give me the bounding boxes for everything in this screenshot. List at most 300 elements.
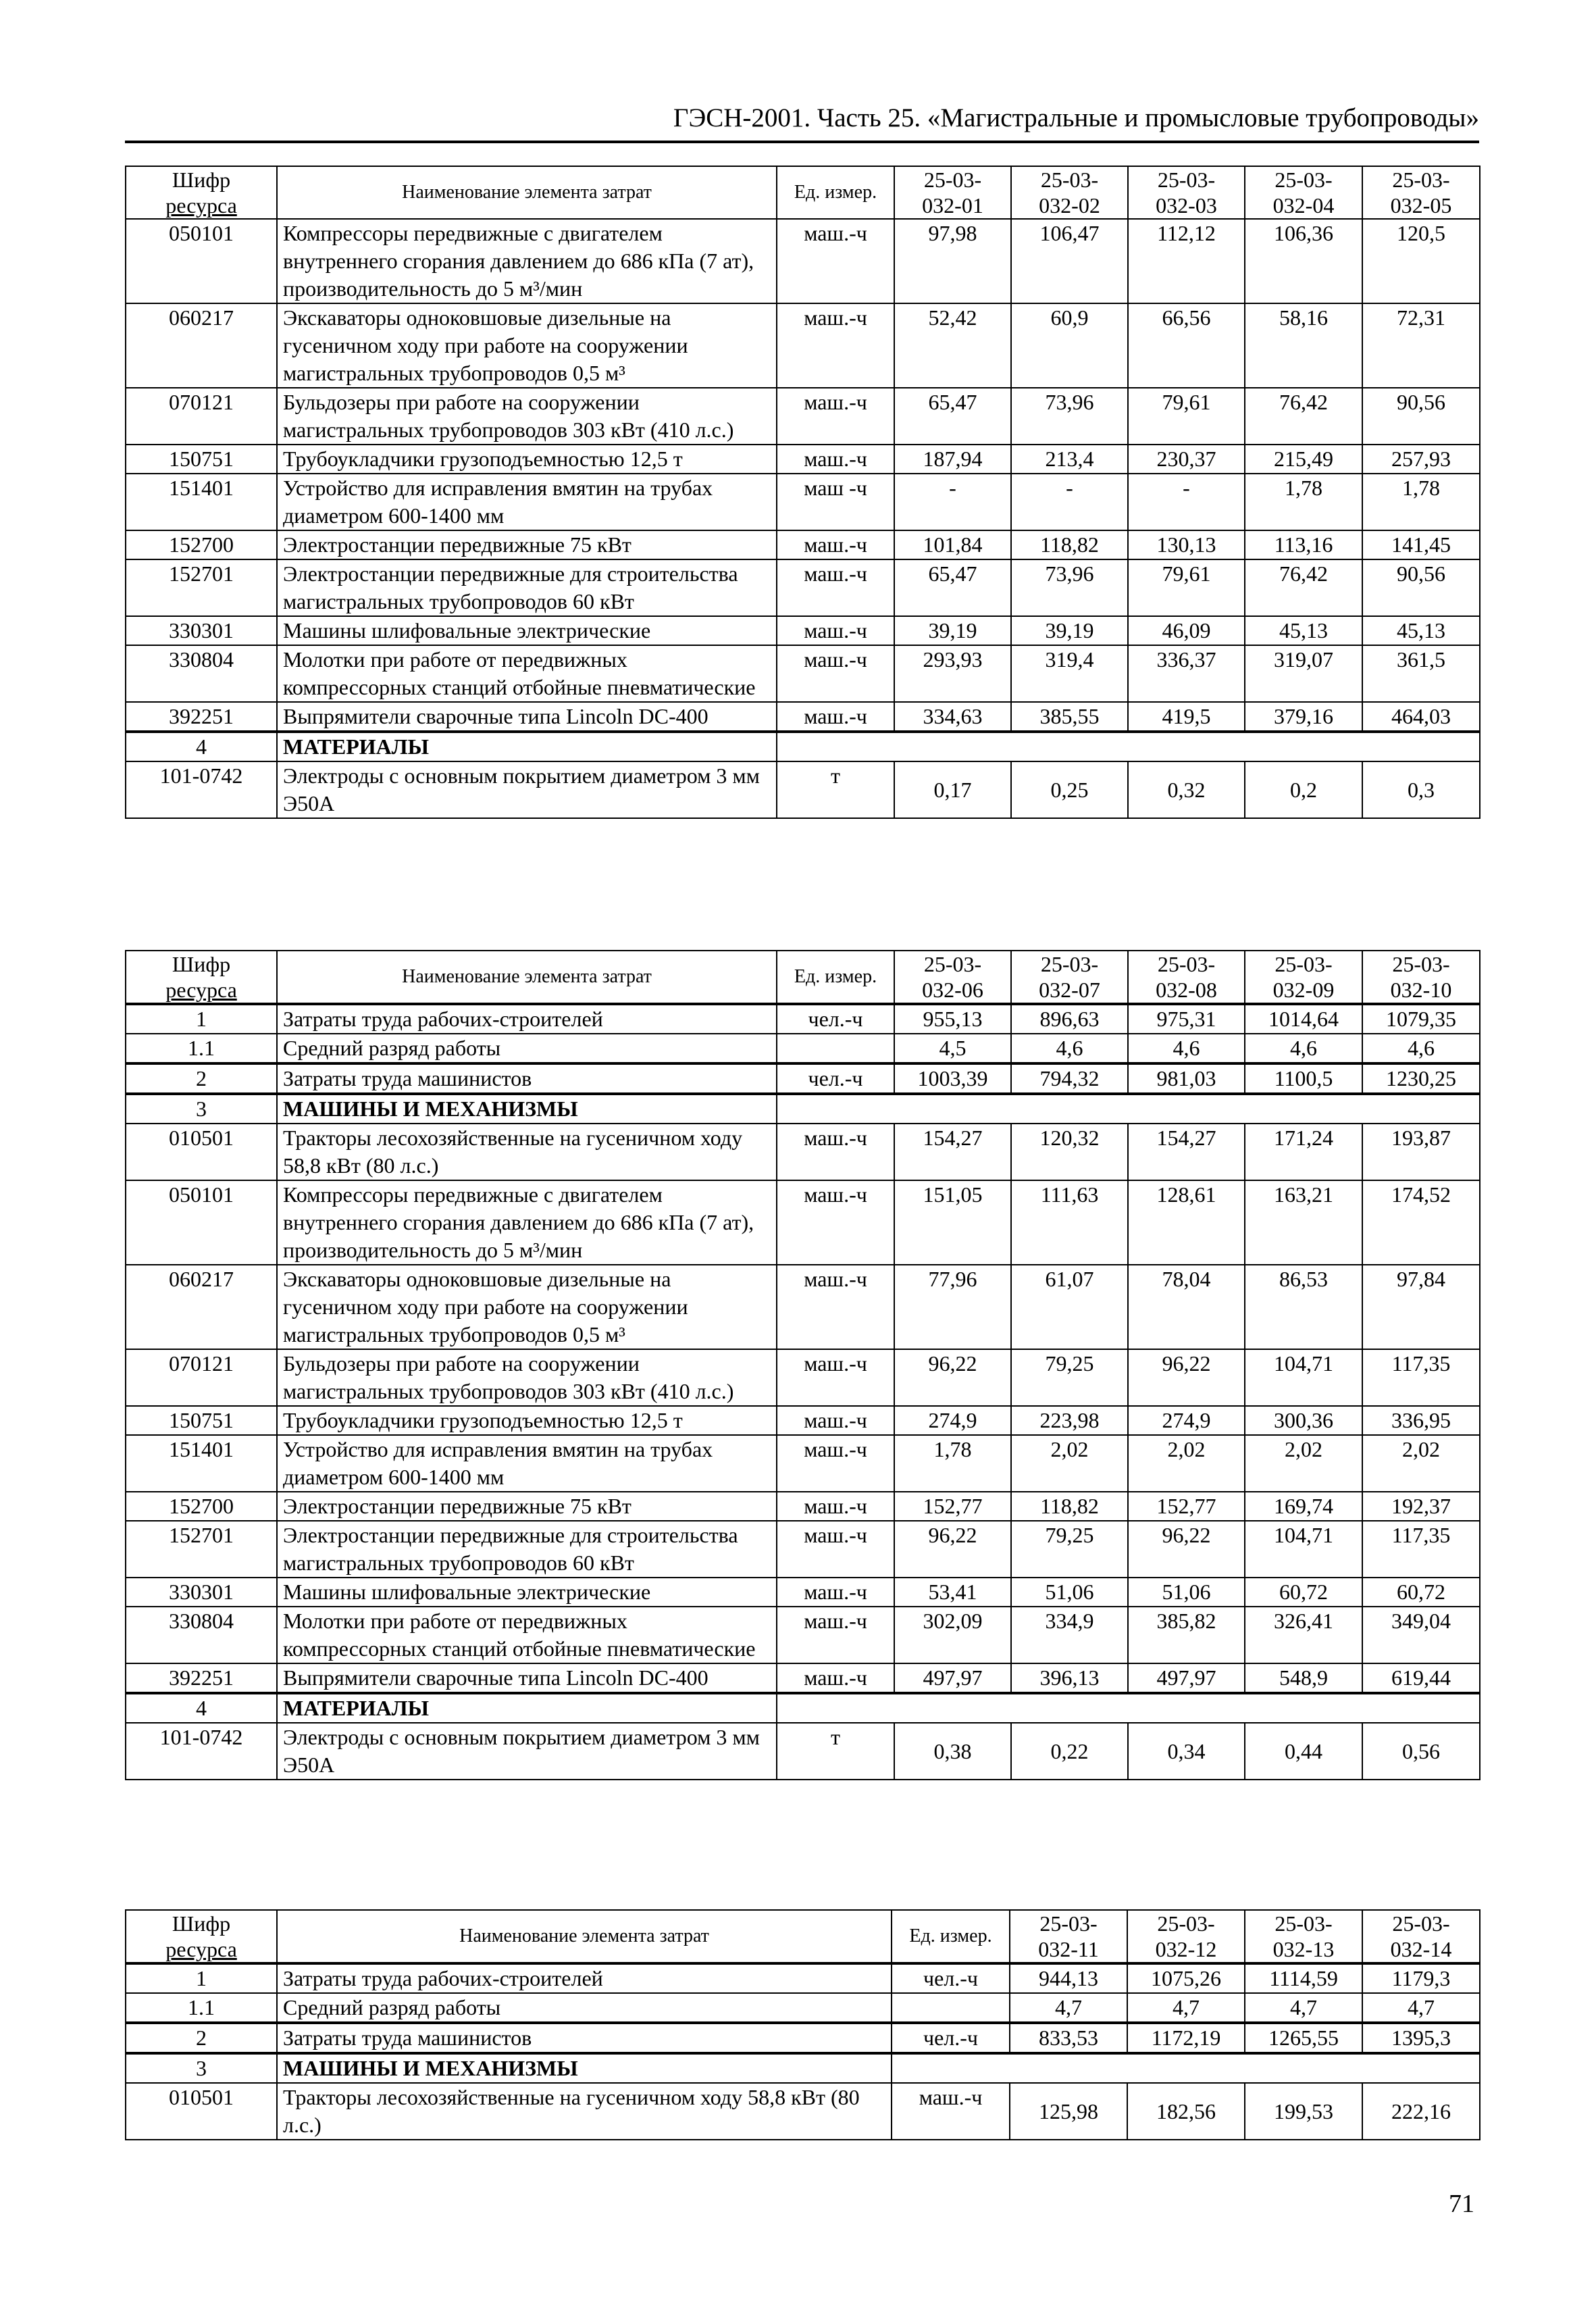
value-cell: 79,61	[1128, 388, 1245, 445]
value-cell: 833,53	[1010, 2023, 1127, 2053]
value-cell: 1,78	[894, 1435, 1011, 1492]
value-cell: 4,6	[1128, 1034, 1245, 1063]
resource-name: Машины шлифовальные электрические	[277, 616, 777, 645]
table-row	[126, 1723, 1480, 1780]
empty-cell	[777, 1094, 1480, 1124]
header-norm-line1: 25-03-	[1275, 952, 1333, 976]
unit-cell: маш.-ч	[777, 1124, 894, 1180]
value-cell: 187,94	[894, 445, 1011, 474]
resource-name: Трубоукладчики грузоподъемностью 12,5 т	[277, 1406, 777, 1435]
table-row	[126, 2023, 1480, 2053]
value-cell: 896,63	[1011, 1004, 1128, 1034]
resource-code: 4	[126, 1693, 277, 1723]
value-cell: 1079,35	[1362, 1004, 1480, 1034]
header-unit: Ед. измер.	[777, 166, 894, 219]
resource-code: 330804	[126, 1607, 277, 1663]
unit-cell: маш.-ч	[777, 1607, 894, 1663]
value-cell: 77,96	[894, 1265, 1011, 1349]
header-unit: Ед. измер.	[892, 1910, 1010, 1963]
header-name: Наименование элемента затрат	[277, 166, 777, 219]
value-cell: 419,5	[1128, 702, 1245, 732]
header-norm-line1: 25-03-	[1040, 168, 1099, 192]
resource-code: 330804	[126, 645, 277, 702]
value-cell: 2,02	[1011, 1435, 1128, 1492]
table-row	[126, 303, 1480, 388]
resource-name: Электростанции передвижные для строительства магистральных трубопроводов 60 кВт	[277, 1521, 777, 1578]
resource-name: Средний разряд работы	[277, 1993, 892, 2023]
value-cell: 385,82	[1128, 1607, 1245, 1663]
value-cell: 51,06	[1011, 1578, 1128, 1607]
value-cell: 60,72	[1362, 1578, 1480, 1607]
value-cell: 213,4	[1011, 445, 1128, 474]
value-cell: 101,84	[894, 530, 1011, 559]
value-cell: 230,37	[1128, 445, 1245, 474]
resource-name: Молотки при работе от передвижных компрессорных станций отбойные пневматические	[277, 1607, 777, 1663]
value-cell: 1100,5	[1245, 1063, 1362, 1094]
header-norm-code	[1011, 951, 1128, 1004]
resource-code: 150751	[126, 1406, 277, 1435]
header-norm-line1: 25-03-	[1040, 952, 1099, 976]
value-cell: 0,34	[1128, 1723, 1245, 1780]
value-cell: 151,05	[894, 1180, 1011, 1265]
value-cell: 112,12	[1128, 219, 1245, 303]
resource-name: Электростанции передвижные для строительства магистральных трубопроводов 60 кВт	[277, 559, 777, 616]
unit-cell: чел.-ч	[777, 1063, 894, 1094]
resource-code: 151401	[126, 1435, 277, 1492]
header-norm-code	[1011, 166, 1128, 219]
unit-cell: чел.-ч	[777, 1004, 894, 1034]
table-row	[126, 445, 1480, 474]
header-code-line2: ресурса	[165, 1937, 237, 1961]
resource-name: Компрессоры передвижные с двигателем внутреннего сгорания давлением до 686 кПа (7 ат), производительность до 5 м³/мин	[277, 219, 777, 303]
value-cell: 96,22	[894, 1521, 1011, 1578]
table-row	[126, 1406, 1480, 1435]
value-cell: -	[1128, 474, 1245, 530]
value-cell: 2,02	[1128, 1435, 1245, 1492]
table-row	[126, 474, 1480, 530]
resource-code: 152700	[126, 1492, 277, 1521]
value-cell: 39,19	[1011, 616, 1128, 645]
header-code-cell	[126, 951, 277, 1004]
value-cell: 0,25	[1011, 761, 1128, 818]
resource-code: 1.1	[126, 1993, 277, 2023]
resource-name: Устройство для исправления вмятин на трубах диаметром 600-1400 мм	[277, 1435, 777, 1492]
header-norm-line1: 25-03-	[1392, 1911, 1450, 1936]
value-cell: -	[894, 474, 1011, 530]
unit-cell: маш.-ч	[777, 1406, 894, 1435]
header-code-line1: Шифр	[172, 952, 231, 976]
value-cell: 4,7	[1362, 1993, 1480, 2023]
resource-code: 330301	[126, 616, 277, 645]
unit-cell: чел.-ч	[892, 1963, 1010, 1993]
value-cell: 65,47	[894, 559, 1011, 616]
resource-code: 330301	[126, 1578, 277, 1607]
value-cell: 169,74	[1245, 1492, 1362, 1521]
header-norm-line2: 032-02	[1039, 193, 1100, 218]
unit-cell: маш.-ч	[777, 1349, 894, 1406]
value-cell: 548,9	[1245, 1663, 1362, 1693]
value-cell: 90,56	[1362, 388, 1480, 445]
value-cell: 96,22	[894, 1349, 1011, 1406]
unit-cell: маш.-ч	[777, 530, 894, 559]
value-cell: 274,9	[894, 1406, 1011, 1435]
value-cell: 125,98	[1010, 2083, 1127, 2140]
value-cell: 302,09	[894, 1607, 1011, 1663]
value-cell: 1265,55	[1245, 2023, 1362, 2053]
resource-name: Затраты труда машинистов	[277, 1063, 777, 1094]
value-cell: 1395,3	[1362, 2023, 1480, 2053]
table-row	[126, 1265, 1480, 1349]
resource-code: 1	[126, 1963, 277, 1993]
header-norm-code	[1245, 1910, 1362, 1963]
unit-cell: маш.-ч	[777, 219, 894, 303]
header-norm-line1: 25-03-	[1392, 952, 1450, 976]
value-cell: 79,25	[1011, 1521, 1128, 1578]
value-cell: 163,21	[1245, 1180, 1362, 1265]
table-row	[126, 559, 1480, 616]
resource-code: 070121	[126, 388, 277, 445]
value-cell: 120,32	[1011, 1124, 1128, 1180]
value-cell: -	[1011, 474, 1128, 530]
table-row	[126, 1004, 1480, 1034]
unit-cell: маш.-ч	[777, 1265, 894, 1349]
table-row	[126, 761, 1480, 818]
value-cell: 72,31	[1362, 303, 1480, 388]
unit-cell: маш -ч	[777, 474, 894, 530]
value-cell: 2,02	[1245, 1435, 1362, 1492]
resource-name: Машины шлифовальные электрические	[277, 1578, 777, 1607]
resource-code: 152701	[126, 559, 277, 616]
value-cell: 1114,59	[1245, 1963, 1362, 1993]
header-norm-line2: 032-13	[1272, 1937, 1335, 1961]
value-cell: 73,96	[1011, 559, 1128, 616]
empty-cell	[777, 732, 1480, 761]
value-cell: 794,32	[1011, 1063, 1128, 1094]
table-row	[126, 1521, 1480, 1578]
header-norm-code	[1362, 951, 1480, 1004]
value-cell: 96,22	[1128, 1521, 1245, 1578]
table-row	[126, 1124, 1480, 1180]
unit-cell: маш.-ч	[777, 1578, 894, 1607]
resource-name: Затраты труда машинистов	[277, 2023, 892, 2053]
value-cell: 152,77	[894, 1492, 1011, 1521]
value-cell: 65,47	[894, 388, 1011, 445]
section-title: МАШИНЫ И МЕХАНИЗМЫ	[277, 1094, 777, 1124]
header-code-line1: Шифр	[172, 1911, 231, 1936]
resource-name: Устройство для исправления вмятин на трубах диаметром 600-1400 мм	[277, 474, 777, 530]
table-row	[126, 1993, 1480, 2023]
header-norm-line2: 032-12	[1155, 1937, 1217, 1961]
value-cell: 4,6	[1245, 1034, 1362, 1063]
resource-table-1	[125, 166, 1481, 819]
header-norm-line2: 032-04	[1272, 193, 1335, 218]
resource-name: Средний разряд работы	[277, 1034, 777, 1063]
table-row	[126, 388, 1480, 445]
header-norm-code	[894, 951, 1011, 1004]
value-cell: 379,16	[1245, 702, 1362, 732]
resource-name: Компрессоры передвижные с двигателем внутреннего сгорания давлением до 686 кПа (7 ат), производительность до 5 м³/мин	[277, 1180, 777, 1265]
resource-code: 101-0742	[126, 761, 277, 818]
value-cell: 1230,25	[1362, 1063, 1480, 1094]
resource-name: Экскаваторы одноковшовые дизельные на гусеничном ходу при работе на сооружении магистральных трубопроводов 0,5 м³	[277, 1265, 777, 1349]
value-cell: 1172,19	[1127, 2023, 1245, 2053]
header-code-line2: ресурса	[165, 193, 237, 218]
value-cell: 293,93	[894, 645, 1011, 702]
resource-code: 010501	[126, 2083, 277, 2140]
resource-name: Тракторы лесохозяйственные на гусеничном ходу 58,8 кВт (80 л.с.)	[277, 2083, 892, 2140]
value-cell: 60,72	[1245, 1578, 1362, 1607]
header-norm-code	[1245, 951, 1362, 1004]
resource-code: 101-0742	[126, 1723, 277, 1780]
header-norm-line2: 032-06	[922, 978, 983, 1002]
value-cell: 73,96	[1011, 388, 1128, 445]
value-cell: 4,5	[894, 1034, 1011, 1063]
resource-code: 010501	[126, 1124, 277, 1180]
table-row	[126, 1578, 1480, 1607]
unit-cell: маш.-ч	[777, 445, 894, 474]
header-norm-line1: 25-03-	[923, 952, 982, 976]
section-title: МАТЕРИАЛЫ	[277, 1693, 777, 1723]
value-cell: 104,71	[1245, 1521, 1362, 1578]
header-norm-line2: 032-11	[1038, 1937, 1099, 1961]
value-cell: 58,16	[1245, 303, 1362, 388]
value-cell: 215,49	[1245, 445, 1362, 474]
resource-name: Экскаваторы одноковшовые дизельные на гусеничном ходу при работе на сооружении магистральных трубопроводов 0,5 м³	[277, 303, 777, 388]
unit-cell: чел.-ч	[892, 2023, 1010, 2053]
resource-code: 150751	[126, 445, 277, 474]
section-row	[126, 1094, 1480, 1124]
section-row	[126, 732, 1480, 761]
value-cell: 0,56	[1362, 1723, 1480, 1780]
value-cell: 361,5	[1362, 645, 1480, 702]
value-cell: 464,03	[1362, 702, 1480, 732]
table-row	[126, 1963, 1480, 1993]
resource-name: Затраты труда рабочих-строителей	[277, 1004, 777, 1034]
header-norm-code	[1128, 951, 1245, 1004]
header-norm-line2: 032-03	[1156, 193, 1217, 218]
unit-cell: маш.-ч	[777, 1663, 894, 1693]
resource-code: 1.1	[126, 1034, 277, 1063]
resource-code: 151401	[126, 474, 277, 530]
header-norm-line1: 25-03-	[1157, 1911, 1215, 1936]
value-cell: 497,97	[1128, 1663, 1245, 1693]
value-cell: 336,37	[1128, 645, 1245, 702]
resource-code: 3	[126, 1094, 277, 1124]
header-code-line1: Шифр	[172, 168, 231, 192]
resource-table-3	[125, 1909, 1481, 2140]
section-title: МАТЕРИАЛЫ	[277, 732, 777, 761]
value-cell: 78,04	[1128, 1265, 1245, 1349]
unit-cell: маш.-ч	[777, 1521, 894, 1578]
table-row	[126, 616, 1480, 645]
value-cell: 118,82	[1011, 530, 1128, 559]
table-row	[126, 2083, 1480, 2140]
resource-code: 152701	[126, 1521, 277, 1578]
value-cell: 349,04	[1362, 1607, 1480, 1663]
section-title: МАШИНЫ И МЕХАНИЗМЫ	[277, 2053, 892, 2083]
value-cell: 2,02	[1362, 1435, 1480, 1492]
table-row	[126, 702, 1480, 732]
table-row	[126, 219, 1480, 303]
value-cell: 104,71	[1245, 1349, 1362, 1406]
header-code-line2: ресурса	[165, 978, 237, 1002]
unit-cell: маш.-ч	[777, 388, 894, 445]
header-norm-code	[1362, 1910, 1480, 1963]
value-cell: 193,87	[1362, 1124, 1480, 1180]
value-cell: 128,61	[1128, 1180, 1245, 1265]
value-cell: 975,31	[1128, 1004, 1245, 1034]
resource-code: 392251	[126, 1663, 277, 1693]
header-norm-line1: 25-03-	[1157, 952, 1216, 976]
value-cell: 117,35	[1362, 1521, 1480, 1578]
value-cell: 619,44	[1362, 1663, 1480, 1693]
value-cell: 97,98	[894, 219, 1011, 303]
resource-name: Молотки при работе от передвижных компрессорных станций отбойные пневматические	[277, 645, 777, 702]
header-norm-line1: 25-03-	[1039, 1911, 1098, 1936]
resource-code: 2	[126, 1063, 277, 1094]
value-cell: 111,63	[1011, 1180, 1128, 1265]
header-norm-code	[1245, 166, 1362, 219]
resource-code: 4	[126, 732, 277, 761]
resource-name: Выпрямители сварочные типа Lincoln DC-400	[277, 702, 777, 732]
resource-name: Выпрямители сварочные типа Lincoln DC-400	[277, 1663, 777, 1693]
resource-code: 050101	[126, 219, 277, 303]
value-cell: 76,42	[1245, 388, 1362, 445]
value-cell: 4,7	[1245, 1993, 1362, 2023]
value-cell: 955,13	[894, 1004, 1011, 1034]
value-cell: 274,9	[1128, 1406, 1245, 1435]
value-cell: 0,17	[894, 761, 1011, 818]
value-cell: 79,25	[1011, 1349, 1128, 1406]
value-cell: 334,9	[1011, 1607, 1128, 1663]
value-cell: 336,95	[1362, 1406, 1480, 1435]
resource-code: 392251	[126, 702, 277, 732]
value-cell: 1179,3	[1362, 1963, 1480, 1993]
header-norm-line1: 25-03-	[1157, 168, 1216, 192]
value-cell: 257,93	[1362, 445, 1480, 474]
value-cell: 223,98	[1011, 1406, 1128, 1435]
value-cell: 0,32	[1128, 761, 1245, 818]
value-cell: 46,09	[1128, 616, 1245, 645]
resource-name: Трубоукладчики грузоподъемностью 12,5 т	[277, 445, 777, 474]
header-norm-line2: 032-09	[1272, 978, 1335, 1002]
value-cell: 4,7	[1127, 1993, 1245, 2023]
value-cell: 90,56	[1362, 559, 1480, 616]
table-row	[126, 1492, 1480, 1521]
resource-name: Бульдозеры при работе на сооружении магистральных трубопроводов 303 кВт (410 л.с.)	[277, 1349, 777, 1406]
value-cell: 497,97	[894, 1663, 1011, 1693]
unit-cell: маш.-ч	[777, 1180, 894, 1265]
value-cell: 319,4	[1011, 645, 1128, 702]
value-cell: 130,13	[1128, 530, 1245, 559]
resource-table-2	[125, 950, 1481, 1780]
empty-cell	[777, 1693, 1480, 1723]
value-cell: 0,38	[894, 1723, 1011, 1780]
value-cell: 199,53	[1245, 2083, 1362, 2140]
resource-code: 3	[126, 2053, 277, 2083]
resource-code: 050101	[126, 1180, 277, 1265]
resource-name: Электроды с основным покрытием диаметром 3 мм Э50А	[277, 1723, 777, 1780]
value-cell: 96,22	[1128, 1349, 1245, 1406]
value-cell: 45,13	[1362, 616, 1480, 645]
value-cell: 396,13	[1011, 1663, 1128, 1693]
value-cell: 60,9	[1011, 303, 1128, 388]
value-cell: 141,45	[1362, 530, 1480, 559]
value-cell: 66,56	[1128, 303, 1245, 388]
value-cell: 1,78	[1245, 474, 1362, 530]
table-row	[126, 645, 1480, 702]
value-cell: 117,35	[1362, 1349, 1480, 1406]
value-cell: 0,2	[1245, 761, 1362, 818]
header-norm-line1: 25-03-	[1392, 168, 1450, 192]
value-cell: 79,61	[1128, 559, 1245, 616]
header-unit: Ед. измер.	[777, 951, 894, 1004]
empty-cell	[892, 2053, 1480, 2083]
unit-cell: маш.-ч	[777, 1492, 894, 1521]
value-cell: 4,6	[1011, 1034, 1128, 1063]
value-cell: 192,37	[1362, 1492, 1480, 1521]
unit-cell: т	[777, 1723, 894, 1780]
table-row	[126, 1180, 1480, 1265]
unit-cell: маш.-ч	[892, 2083, 1010, 2140]
header-code-cell	[126, 1910, 277, 1963]
header-norm-line1: 25-03-	[923, 168, 982, 192]
header-norm-line2: 032-10	[1390, 978, 1452, 1002]
header-norm-line1: 25-03-	[1275, 1911, 1333, 1936]
value-cell: 4,6	[1362, 1034, 1480, 1063]
value-cell: 53,41	[894, 1578, 1011, 1607]
unit-cell: маш.-ч	[777, 1435, 894, 1492]
page-header: ГЭСН-2001. Часть 25. «Магистральные и промысловые трубопроводы»	[125, 101, 1479, 143]
value-cell: 61,07	[1011, 1265, 1128, 1349]
table-row	[126, 1607, 1480, 1663]
value-cell: 1075,26	[1127, 1963, 1245, 1993]
value-cell: 39,19	[894, 616, 1011, 645]
value-cell: 182,56	[1127, 2083, 1245, 2140]
table-row	[126, 1063, 1480, 1094]
value-cell: 300,36	[1245, 1406, 1362, 1435]
value-cell: 1,78	[1362, 474, 1480, 530]
resource-code: 060217	[126, 303, 277, 388]
resource-code: 070121	[126, 1349, 277, 1406]
table-row	[126, 1663, 1480, 1693]
table-row	[126, 1435, 1480, 1492]
value-cell: 45,13	[1245, 616, 1362, 645]
value-cell: 52,42	[894, 303, 1011, 388]
value-cell: 113,16	[1245, 530, 1362, 559]
table-row	[126, 530, 1480, 559]
unit-cell: маш.-ч	[777, 559, 894, 616]
header-name: Наименование элемента затрат	[277, 1910, 892, 1963]
resource-name: Электроды с основным покрытием диаметром 3 мм Э50А	[277, 761, 777, 818]
value-cell: 1003,39	[894, 1063, 1011, 1094]
unit-cell	[892, 1993, 1010, 2023]
header-norm-line2: 032-01	[922, 193, 983, 218]
resource-code: 2	[126, 2023, 277, 2053]
header-code-cell	[126, 166, 277, 219]
value-cell: 86,53	[1245, 1265, 1362, 1349]
value-cell: 222,16	[1362, 2083, 1480, 2140]
header-norm-code	[1010, 1910, 1127, 1963]
header-norm-code	[1362, 166, 1480, 219]
header-norm-line2: 032-08	[1156, 978, 1217, 1002]
value-cell: 152,77	[1128, 1492, 1245, 1521]
value-cell: 171,24	[1245, 1124, 1362, 1180]
value-cell: 106,36	[1245, 219, 1362, 303]
header-norm-line2: 032-14	[1390, 1937, 1452, 1961]
value-cell: 154,27	[894, 1124, 1011, 1180]
resource-code: 060217	[126, 1265, 277, 1349]
